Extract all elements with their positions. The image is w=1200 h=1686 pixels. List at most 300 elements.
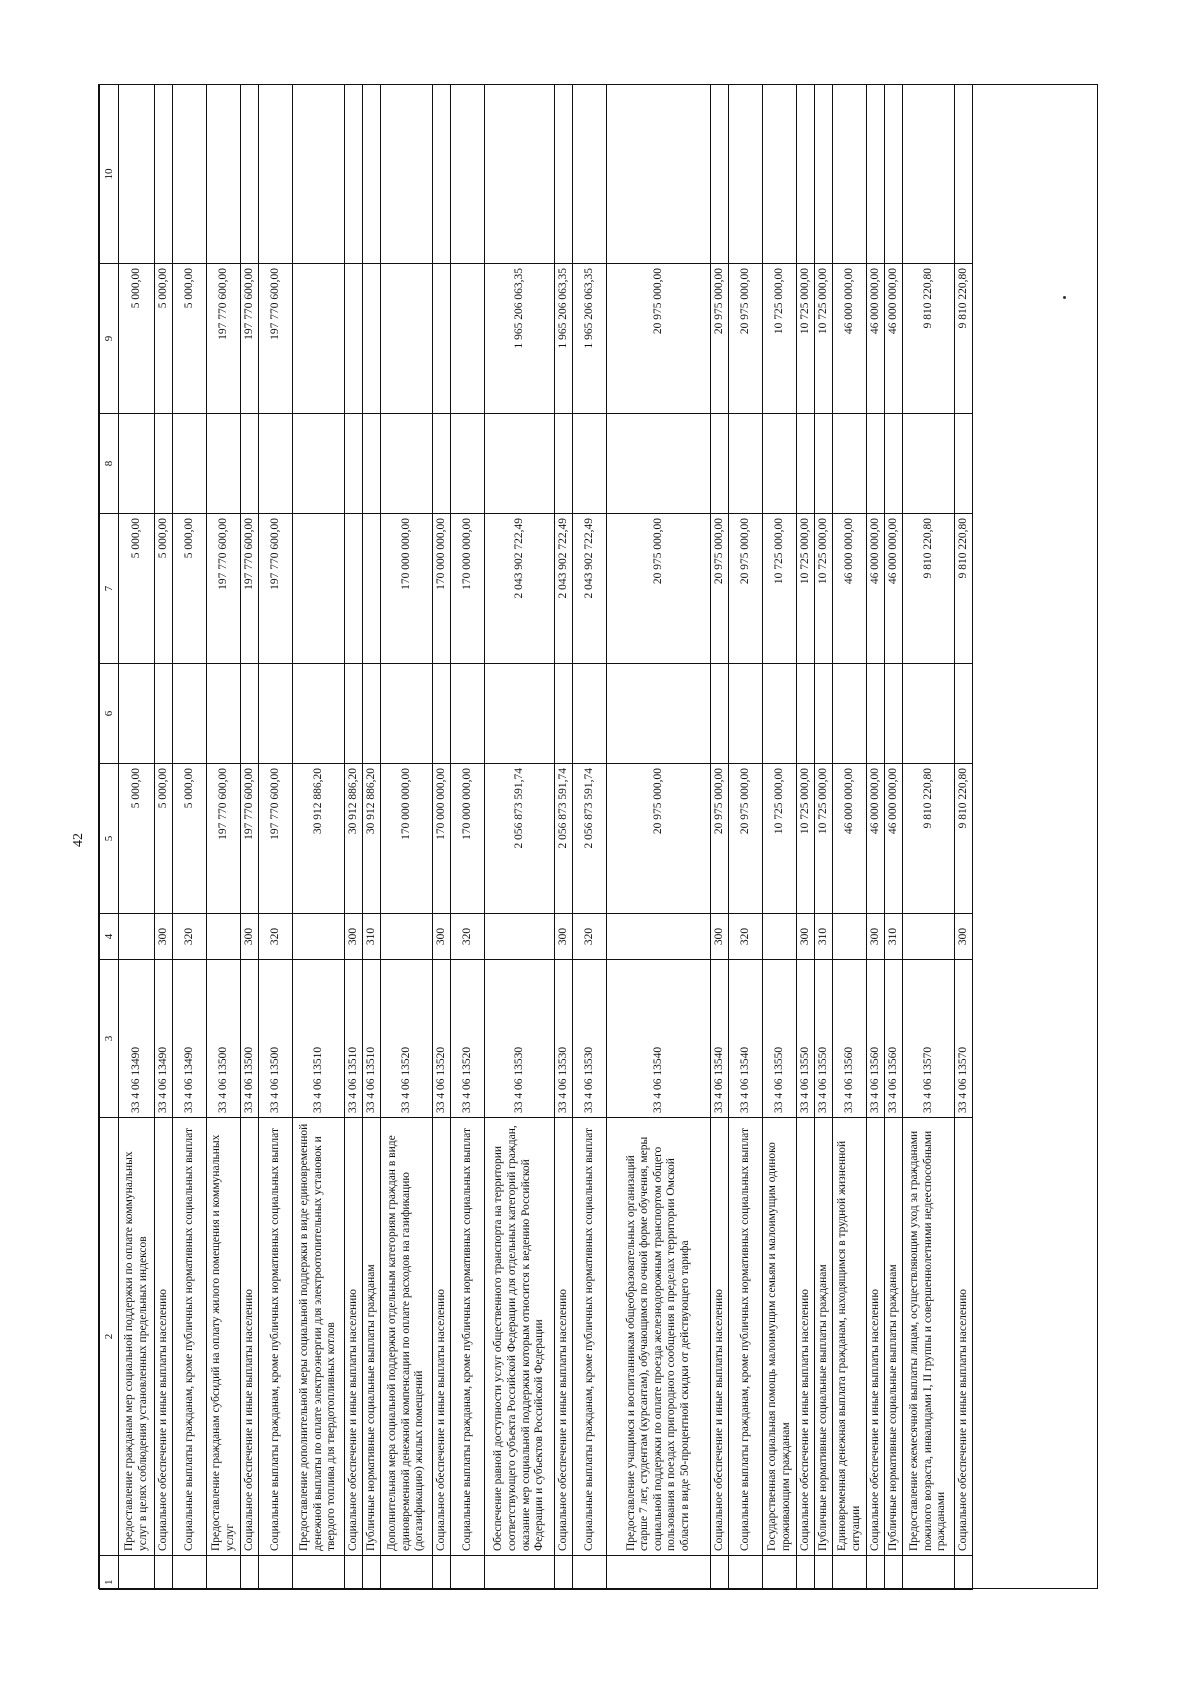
col-header-9: 9 — [100, 264, 119, 414]
col1-cell — [729, 1556, 763, 1590]
row-col8-value — [607, 414, 711, 514]
row-code: 33 4 06 13490 — [173, 960, 207, 1118]
document-sheet — [98, 84, 1098, 1589]
row-col10-value — [555, 85, 573, 264]
row-category — [381, 914, 433, 960]
row-col5-value: 197 770 600,00 — [207, 764, 241, 914]
row-col6-value — [451, 664, 485, 764]
col1-cell — [711, 1556, 729, 1590]
row-name: Единовременная денежная выплата гражданам, находящимся в трудной жизненной ситуации — [833, 1118, 867, 1556]
col-header-10: 10 — [100, 85, 119, 264]
row-col7-value — [293, 514, 345, 664]
row-col9-value: 46 000 000,00 — [885, 264, 903, 414]
row-category: 320 — [573, 914, 607, 960]
row-col5-value: 30 912 886,20 — [363, 764, 381, 914]
col1-cell — [573, 1556, 607, 1590]
row-col5-value: 10 725 000,00 — [763, 764, 797, 914]
row-col8-value — [173, 414, 207, 514]
row-col9-value: 46 000 000,00 — [833, 264, 867, 414]
row-col7-value: 197 770 600,00 — [259, 514, 293, 664]
row-col10-value — [119, 85, 155, 264]
row-col10-value — [451, 85, 485, 264]
row-code: 33 4 06 13540 — [711, 960, 729, 1118]
row-col6-value — [729, 664, 763, 764]
row-col6-value — [903, 664, 955, 764]
row-col5-value: 20 975 000,00 — [711, 764, 729, 914]
row-code: 33 4 06 13570 — [955, 960, 973, 1118]
row-col8-value — [241, 414, 259, 514]
row-code: 33 4 06 13530 — [573, 960, 607, 1118]
table-row — [241, 85, 259, 1590]
row-col7-value: 10 725 000,00 — [797, 514, 815, 664]
row-col8-value — [119, 414, 155, 514]
row-col9-value: 46 000 000,00 — [867, 264, 885, 414]
row-col7-value: 20 975 000,00 — [607, 514, 711, 664]
row-category: 300 — [797, 914, 815, 960]
row-col10-value — [955, 85, 973, 264]
table-row — [345, 85, 363, 1590]
row-col6-value — [241, 664, 259, 764]
row-col9-value: 9 810 220,80 — [903, 264, 955, 414]
row-col10-value — [885, 85, 903, 264]
row-col5-value: 2 056 873 591,74 — [573, 764, 607, 914]
row-name: Социальные выплаты гражданам, кроме публичных нормативных социальных выплат — [173, 1118, 207, 1556]
table-row — [259, 85, 293, 1590]
row-col5-value: 30 912 886,20 — [293, 764, 345, 914]
row-code: 33 4 06 13550 — [763, 960, 797, 1118]
row-col7-value: 2 043 902 722,49 — [573, 514, 607, 664]
table-row — [381, 85, 433, 1590]
row-col6-value — [833, 664, 867, 764]
col-header-7: 7 — [100, 514, 119, 664]
col-header-4: 4 — [100, 914, 119, 960]
table-row — [711, 85, 729, 1590]
row-col6-value — [363, 664, 381, 764]
row-col10-value — [155, 85, 173, 264]
row-code: 33 4 06 13500 — [207, 960, 241, 1118]
row-category: 310 — [815, 914, 833, 960]
row-name: Социальное обеспечение и иные выплаты населению — [433, 1118, 451, 1556]
row-name: Социальное обеспечение и иные выплаты населению — [241, 1118, 259, 1556]
row-col8-value — [345, 414, 363, 514]
row-col5-value: 5 000,00 — [155, 764, 173, 914]
table-row — [555, 85, 573, 1590]
row-category: 300 — [867, 914, 885, 960]
row-name: Социальное обеспечение и иные выплаты населению — [955, 1118, 973, 1556]
row-col5-value: 10 725 000,00 — [797, 764, 815, 914]
row-code: 33 4 06 13530 — [555, 960, 573, 1118]
row-category: 300 — [433, 914, 451, 960]
table-row — [763, 85, 797, 1590]
row-name: Предоставление дополнительной меры социальной поддержки в виде единовременной денежной выплаты по оплате электроэнергии для электроотопительных установок и твердого топлива для твердотопливных котлов — [293, 1118, 345, 1556]
row-col9-value — [381, 264, 433, 414]
col1-cell — [815, 1556, 833, 1590]
table-row — [293, 85, 345, 1590]
table-row — [867, 85, 885, 1590]
table-row — [815, 85, 833, 1590]
row-category — [485, 914, 555, 960]
row-category: 300 — [711, 914, 729, 960]
row-col9-value: 20 975 000,00 — [607, 264, 711, 414]
row-name: Публичные нормативные социальные выплаты гражданам — [363, 1118, 381, 1556]
row-col9-value: 20 975 000,00 — [711, 264, 729, 414]
row-col10-value — [903, 85, 955, 264]
row-code: 33 4 06 13550 — [797, 960, 815, 1118]
row-col5-value: 2 056 873 591,74 — [555, 764, 573, 914]
row-col9-value: 5 000,00 — [155, 264, 173, 414]
row-col8-value — [381, 414, 433, 514]
row-col5-value: 5 000,00 — [119, 764, 155, 914]
row-code: 33 4 06 13490 — [119, 960, 155, 1118]
col1-cell — [293, 1556, 345, 1590]
row-code: 33 4 06 13510 — [345, 960, 363, 1118]
row-col6-value — [485, 664, 555, 764]
row-code: 33 4 06 13510 — [363, 960, 381, 1118]
row-category: 320 — [173, 914, 207, 960]
row-col10-value — [763, 85, 797, 264]
row-col7-value: 46 000 000,00 — [833, 514, 867, 664]
row-col7-value: 2 043 902 722,49 — [485, 514, 555, 664]
row-col10-value — [485, 85, 555, 264]
row-col5-value: 197 770 600,00 — [241, 764, 259, 914]
row-col5-value: 2 056 873 591,74 — [485, 764, 555, 914]
row-name: Социальные выплаты гражданам, кроме публичных нормативных социальных выплат — [573, 1118, 607, 1556]
row-col9-value: 9 810 220,80 — [955, 264, 973, 414]
row-col10-value — [573, 85, 607, 264]
col1-cell — [345, 1556, 363, 1590]
col1-cell — [207, 1556, 241, 1590]
row-category: 300 — [155, 914, 173, 960]
table-row — [119, 85, 155, 1590]
row-col7-value: 9 810 220,80 — [903, 514, 955, 664]
row-col9-value: 1 965 206 063,35 — [573, 264, 607, 414]
row-col10-value — [711, 85, 729, 264]
budget-table — [99, 84, 973, 1590]
row-col7-value: 5 000,00 — [119, 514, 155, 664]
col-header-5: 5 — [100, 764, 119, 914]
col1-cell — [885, 1556, 903, 1590]
row-col7-value: 170 000 000,00 — [433, 514, 451, 664]
page-number: 42 — [71, 833, 86, 847]
row-name: Социальные выплаты гражданам, кроме публичных нормативных социальных выплат — [729, 1118, 763, 1556]
row-col7-value: 10 725 000,00 — [815, 514, 833, 664]
row-col8-value — [711, 414, 729, 514]
row-code: 33 4 06 13540 — [729, 960, 763, 1118]
row-col8-value — [955, 414, 973, 514]
row-col9-value: 1 965 206 063,35 — [485, 264, 555, 414]
row-col7-value: 5 000,00 — [155, 514, 173, 664]
row-col9-value: 197 770 600,00 — [207, 264, 241, 414]
row-col10-value — [293, 85, 345, 264]
row-category — [903, 914, 955, 960]
table-row — [433, 85, 451, 1590]
row-col8-value — [155, 414, 173, 514]
row-col9-value: 10 725 000,00 — [797, 264, 815, 414]
row-col5-value: 20 975 000,00 — [607, 764, 711, 914]
row-col9-value — [363, 264, 381, 414]
row-col10-value — [173, 85, 207, 264]
row-col9-value: 197 770 600,00 — [259, 264, 293, 414]
row-col10-value — [381, 85, 433, 264]
col1-cell — [903, 1556, 955, 1590]
row-col6-value — [173, 664, 207, 764]
row-col5-value: 20 975 000,00 — [729, 764, 763, 914]
col1-cell — [555, 1556, 573, 1590]
row-name: Социальное обеспечение и иные выплаты населению — [555, 1118, 573, 1556]
row-col10-value — [345, 85, 363, 264]
row-col6-value — [815, 664, 833, 764]
table-row — [607, 85, 711, 1590]
row-col5-value: 170 000 000,00 — [451, 764, 485, 914]
col1-cell — [173, 1556, 207, 1590]
row-col6-value — [207, 664, 241, 764]
col1-cell — [241, 1556, 259, 1590]
col1-cell — [867, 1556, 885, 1590]
row-code: 33 4 06 13560 — [885, 960, 903, 1118]
row-col5-value: 5 000,00 — [173, 764, 207, 914]
row-col7-value: 46 000 000,00 — [867, 514, 885, 664]
row-name: Социальное обеспечение и иные выплаты населению — [711, 1118, 729, 1556]
row-col6-value — [797, 664, 815, 764]
row-col7-value: 197 770 600,00 — [241, 514, 259, 664]
row-col8-value — [833, 414, 867, 514]
row-col9-value — [345, 264, 363, 414]
row-col9-value: 1 965 206 063,35 — [555, 264, 573, 414]
row-col6-value — [867, 664, 885, 764]
row-name: Социальное обеспечение и иные выплаты населению — [867, 1118, 885, 1556]
row-col6-value — [711, 664, 729, 764]
row-col5-value: 10 725 000,00 — [815, 764, 833, 914]
table-row — [363, 85, 381, 1590]
row-col6-value — [119, 664, 155, 764]
row-col8-value — [573, 414, 607, 514]
row-name: Публичные нормативные социальные выплаты гражданам — [815, 1118, 833, 1556]
col1-cell — [763, 1556, 797, 1590]
col-header-2: 2 — [100, 1118, 119, 1556]
row-code: 33 4 06 13530 — [485, 960, 555, 1118]
row-category: 300 — [345, 914, 363, 960]
row-col10-value — [241, 85, 259, 264]
row-col6-value — [573, 664, 607, 764]
row-col7-value: 5 000,00 — [173, 514, 207, 664]
row-col5-value: 170 000 000,00 — [433, 764, 451, 914]
row-col8-value — [815, 414, 833, 514]
row-col7-value: 170 000 000,00 — [381, 514, 433, 664]
row-col5-value: 9 810 220,80 — [903, 764, 955, 914]
row-category: 310 — [363, 914, 381, 960]
row-code: 33 4 06 13520 — [381, 960, 433, 1118]
row-code: 33 4 06 13570 — [903, 960, 955, 1118]
table-row — [955, 85, 973, 1590]
row-col6-value — [259, 664, 293, 764]
row-col5-value: 46 000 000,00 — [867, 764, 885, 914]
row-col6-value — [763, 664, 797, 764]
table-row — [485, 85, 555, 1590]
row-col6-value — [885, 664, 903, 764]
row-name: Предоставление ежемесячной выплаты лицам, осуществляющим уход за гражданами пожилого возраста, инвалидами I, II группы и совершеннолетними недееспособными гражданами — [903, 1118, 955, 1556]
table-row — [207, 85, 241, 1590]
row-col6-value — [555, 664, 573, 764]
row-col10-value — [259, 85, 293, 264]
column-number-row — [100, 85, 119, 1590]
table-row — [885, 85, 903, 1590]
row-col5-value: 197 770 600,00 — [259, 764, 293, 914]
row-col7-value: 10 725 000,00 — [763, 514, 797, 664]
row-col8-value — [259, 414, 293, 514]
row-category — [763, 914, 797, 960]
rotated-table-container — [99, 85, 1099, 1590]
row-code: 33 4 06 13510 — [293, 960, 345, 1118]
row-name: Социальные выплаты гражданам, кроме публичных нормативных социальных выплат — [259, 1118, 293, 1556]
row-col8-value — [885, 414, 903, 514]
col-header-3: 3 — [100, 960, 119, 1118]
row-category: 320 — [259, 914, 293, 960]
row-col5-value: 30 912 886,20 — [345, 764, 363, 914]
row-col7-value: 20 975 000,00 — [729, 514, 763, 664]
row-col6-value — [955, 664, 973, 764]
col-header-1: 1 — [100, 1556, 119, 1590]
row-col10-value — [207, 85, 241, 264]
row-category — [119, 914, 155, 960]
row-col6-value — [345, 664, 363, 764]
row-name: Государственная социальная помощь малоимущим семьям и малоимущим одиноко проживающим гражданам — [763, 1118, 797, 1556]
row-col8-value — [363, 414, 381, 514]
row-col7-value: 20 975 000,00 — [711, 514, 729, 664]
row-col7-value: 9 810 220,80 — [955, 514, 973, 664]
row-category: 300 — [955, 914, 973, 960]
table-row — [155, 85, 173, 1590]
row-col8-value — [293, 414, 345, 514]
row-category: 310 — [885, 914, 903, 960]
row-col6-value — [155, 664, 173, 764]
table-row — [173, 85, 207, 1590]
row-col8-value — [485, 414, 555, 514]
row-col9-value — [293, 264, 345, 414]
row-col9-value: 20 975 000,00 — [729, 264, 763, 414]
col1-cell — [451, 1556, 485, 1590]
col-header-6: 6 — [100, 664, 119, 764]
row-col7-value: 197 770 600,00 — [207, 514, 241, 664]
row-code: 33 4 06 13550 — [815, 960, 833, 1118]
row-col5-value: 46 000 000,00 — [833, 764, 867, 914]
row-name: Предоставление гражданам субсидий на оплату жилого помещения и коммунальных услуг — [207, 1118, 241, 1556]
table-body — [119, 85, 973, 1590]
row-code: 33 4 06 13500 — [259, 960, 293, 1118]
row-col9-value: 10 725 000,00 — [815, 264, 833, 414]
row-col9-value — [433, 264, 451, 414]
row-col8-value — [903, 414, 955, 514]
row-col9-value: 197 770 600,00 — [241, 264, 259, 414]
row-name: Обеспечение равной доступности услуг общественного транспорта на территории соответствующего субъекта Российской Федерации для отдельных категорий граждан, оказание мер социальной поддержки которым относится к ведению Российской Федерации и субъектов Российской Федерации — [485, 1118, 555, 1556]
col1-cell — [155, 1556, 173, 1590]
row-code: 33 4 06 13520 — [451, 960, 485, 1118]
col1-cell — [607, 1556, 711, 1590]
row-col9-value: 10 725 000,00 — [763, 264, 797, 414]
row-col7-value: 46 000 000,00 — [885, 514, 903, 664]
row-col7-value: 170 000 000,00 — [451, 514, 485, 664]
col1-cell — [797, 1556, 815, 1590]
row-name: Предоставление учащимся и воспитанникам общеобразовательных организаций старше 7 лет, студентам (курсантам), обучающимся по очной форме обучения, меры социальной поддержки по оплате проезда железнодорожным транспортом общего пользования в поездах пригородного сообщения в пределах территории Омской области в виде 50-процентной скидки от действующего тарифа — [607, 1118, 711, 1556]
row-category — [207, 914, 241, 960]
row-code: 33 4 06 13560 — [833, 960, 867, 1118]
row-name: Социальное обеспечение и иные выплаты населению — [797, 1118, 815, 1556]
row-col5-value: 170 000 000,00 — [381, 764, 433, 914]
row-col8-value — [763, 414, 797, 514]
row-col7-value — [345, 514, 363, 664]
row-col8-value — [867, 414, 885, 514]
row-category — [833, 914, 867, 960]
row-category: 320 — [451, 914, 485, 960]
table-row — [451, 85, 485, 1590]
row-col10-value — [433, 85, 451, 264]
row-code: 33 4 06 13540 — [607, 960, 711, 1118]
table-row — [573, 85, 607, 1590]
row-category — [293, 914, 345, 960]
row-col6-value — [293, 664, 345, 764]
row-col6-value — [607, 664, 711, 764]
row-col9-value: 5 000,00 — [119, 264, 155, 414]
row-name: Предоставление гражданам мер социальной поддержки по оплате коммунальных услуг в целях соблюдения установленных предельных индексов — [119, 1118, 155, 1556]
col-header-8: 8 — [100, 414, 119, 514]
col1-cell — [485, 1556, 555, 1590]
col1-cell — [363, 1556, 381, 1590]
row-col8-value — [433, 414, 451, 514]
col1-cell — [433, 1556, 451, 1590]
row-category: 320 — [729, 914, 763, 960]
row-col8-value — [451, 414, 485, 514]
table-row — [833, 85, 867, 1590]
table-row — [903, 85, 955, 1590]
row-col10-value — [815, 85, 833, 264]
table-row — [797, 85, 815, 1590]
row-name: Публичные нормативные социальные выплаты гражданам — [885, 1118, 903, 1556]
col1-cell — [955, 1556, 973, 1590]
row-name: Социальное обеспечение и иные выплаты населению — [155, 1118, 173, 1556]
row-col10-value — [833, 85, 867, 264]
row-col5-value: 46 000 000,00 — [885, 764, 903, 914]
row-category: 300 — [241, 914, 259, 960]
col1-cell — [259, 1556, 293, 1590]
row-col8-value — [729, 414, 763, 514]
row-col10-value — [363, 85, 381, 264]
row-name: Социальное обеспечение и иные выплаты населению — [345, 1118, 363, 1556]
col1-cell — [119, 1556, 155, 1590]
row-col5-value: 9 810 220,80 — [955, 764, 973, 914]
table-row — [729, 85, 763, 1590]
col1-cell — [833, 1556, 867, 1590]
row-col10-value — [607, 85, 711, 264]
row-code: 33 4 06 13500 — [241, 960, 259, 1118]
row-col9-value: 5 000,00 — [173, 264, 207, 414]
row-code: 33 4 06 13520 — [433, 960, 451, 1118]
row-name: Дополнительная мера социальной поддержки отдельным категориям граждан в виде единовременной денежной компенсации по оплате расходов на газификацию (догазификацию) жилых помещений — [381, 1118, 433, 1556]
row-col7-value: 2 043 902 722,49 — [555, 514, 573, 664]
row-col8-value — [207, 414, 241, 514]
row-name: Социальные выплаты гражданам, кроме публичных нормативных социальных выплат — [451, 1118, 485, 1556]
row-category — [607, 914, 711, 960]
row-code: 33 4 06 13560 — [867, 960, 885, 1118]
row-col6-value — [433, 664, 451, 764]
row-code: 33 4 06 13490 — [155, 960, 173, 1118]
row-col10-value — [729, 85, 763, 264]
row-col10-value — [797, 85, 815, 264]
row-col8-value — [555, 414, 573, 514]
col1-cell — [381, 1556, 433, 1590]
row-col7-value — [363, 514, 381, 664]
row-category: 300 — [555, 914, 573, 960]
row-col8-value — [797, 414, 815, 514]
row-col10-value — [867, 85, 885, 264]
